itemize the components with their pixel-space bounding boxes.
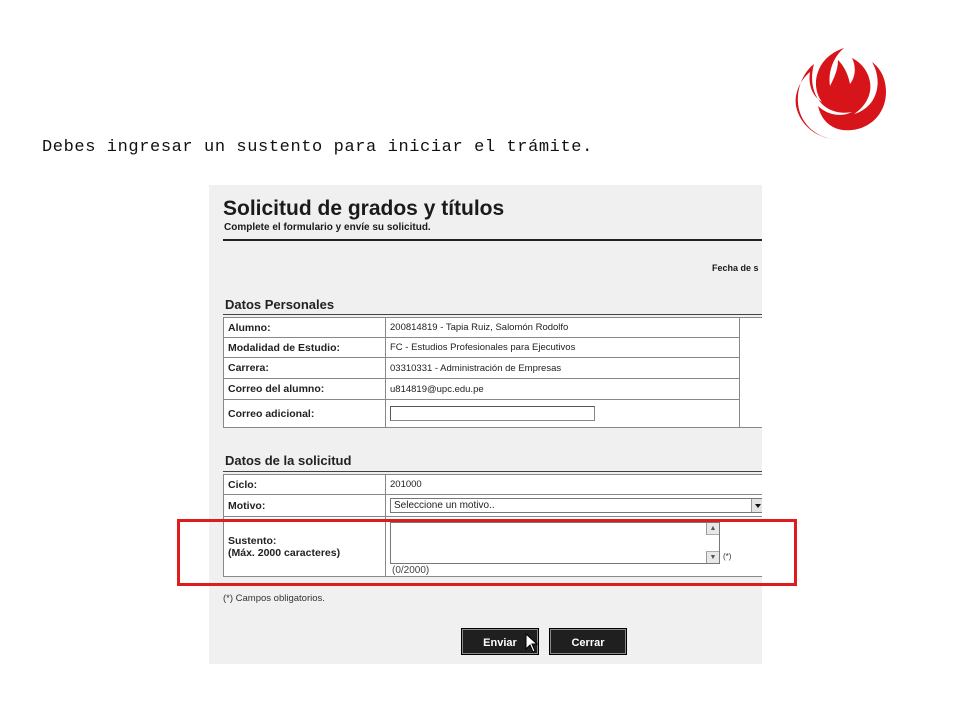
row-value: 200814819 - Tapia Ruiz, Salomón Rodolfo [386, 318, 740, 338]
section-title-personal: Datos Personales [225, 297, 335, 312]
section-divider [223, 471, 762, 472]
row-label: Correo del alumno: [224, 379, 386, 400]
char-counter: (0/2000) [392, 565, 430, 576]
close-button[interactable]: Cerrar [549, 628, 627, 655]
flame-logo-icon [792, 44, 892, 144]
scroll-up-icon[interactable]: ▲ [706, 523, 719, 535]
sustento-label: Sustento: [228, 534, 277, 547]
send-button[interactable]: Enviar [461, 628, 539, 655]
required-mark: (*) [723, 552, 732, 561]
table-row [224, 475, 763, 495]
section-title-request: Datos de la solicitud [225, 453, 352, 468]
photo-cell [740, 318, 763, 428]
date-label: Fecha de s [712, 263, 759, 273]
title-divider [223, 239, 762, 241]
row-label: Alumno: [224, 318, 386, 338]
scroll-down-icon[interactable]: ▼ [706, 551, 719, 563]
page-title: Solicitud de grados y títulos [223, 197, 505, 220]
table-row [224, 338, 763, 358]
mouse-pointer-icon [525, 633, 539, 653]
table-row [224, 379, 763, 400]
row-label: Modalidad de Estudio: [224, 338, 386, 358]
section-divider [223, 314, 762, 315]
required-legend: (*) Campos obligatorios. [223, 593, 325, 604]
row-value: FC - Estudios Profesionales para Ejecutivos [386, 338, 740, 358]
row-label: Carrera: [224, 358, 386, 379]
row-value: u814819@upc.edu.pe [386, 379, 740, 400]
table-row [224, 495, 763, 517]
table-row [224, 358, 763, 379]
form-screenshot [209, 185, 762, 664]
instruction-text: Debes ingresar un sustento para iniciar el trámite. [42, 138, 593, 157]
ciclo-label: Ciclo: [224, 475, 386, 495]
page-subtitle: Complete el formulario y envíe su solicitud. [224, 222, 431, 233]
table-row [224, 400, 763, 428]
row-label: Correo adicional: [224, 400, 386, 428]
motivo-label: Motivo: [224, 495, 386, 517]
additional-email-input[interactable] [390, 406, 595, 421]
motivo-selected-value: Seleccione un motivo.. [394, 500, 495, 511]
row-value: 03310331 - Administración de Empresas [386, 358, 740, 379]
personal-data-table [223, 317, 762, 428]
motivo-select[interactable] [390, 498, 762, 513]
table-row [224, 318, 763, 338]
chevron-down-icon[interactable] [751, 499, 762, 512]
highlight-box [177, 519, 797, 586]
ciclo-value: 201000 [386, 475, 763, 495]
sustento-limit-label: (Máx. 2000 caracteres) [228, 546, 341, 559]
